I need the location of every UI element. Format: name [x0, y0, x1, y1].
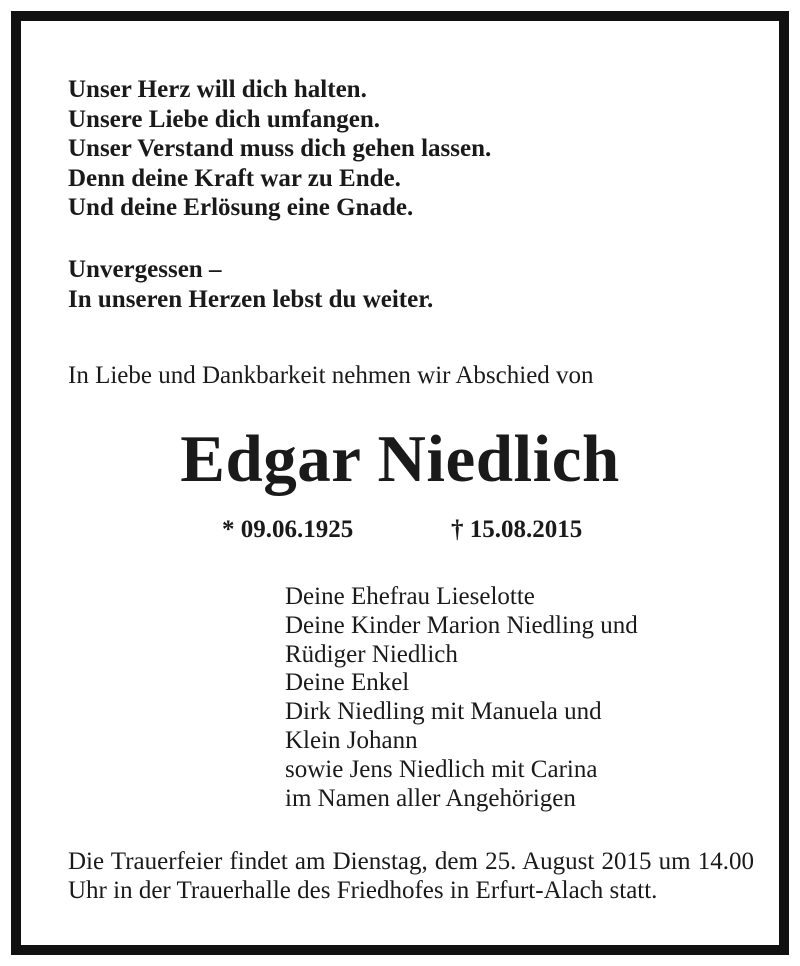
poem-line: Unsere Liebe dich umfangen.: [68, 105, 381, 133]
deceased-name: Edgar Niedlich: [180, 422, 620, 496]
poem-line: Unser Verstand muss dich gehen lassen.: [68, 135, 492, 162]
mourner-line: Deine Kinder Marion Niedling und: [285, 611, 638, 639]
poem-line: Unvergessen –: [68, 256, 222, 283]
mourner-line: sowie Jens Niedlich mit Carina: [285, 755, 598, 783]
death-date: † 15.08.2015: [451, 516, 583, 543]
mourner-line: im Namen aller Angehörigen: [285, 784, 576, 812]
mourner-line: Dirk Niedling mit Manuela und: [285, 698, 602, 726]
funeral-notice: Die Trauerfeier findet am Dienstag, dem 25. August 2015 um 14.00 Uhr in der Trauerhalle des Friedhofes in Erfurt-Alach statt.: [68, 848, 754, 904]
mourner-line: Klein Johann: [285, 726, 418, 754]
mourner-line: Deine Ehefrau Lieselotte: [285, 583, 535, 610]
poem-line: Unser Herz will dich halten.: [68, 76, 367, 103]
birth-date: * 09.06.1925: [222, 516, 354, 543]
mourner-line: Deine Enkel: [285, 669, 410, 697]
poem-line: In unseren Herzen lebst du weiter.: [68, 285, 434, 313]
mourner-line: Rüdiger Niedlich: [285, 640, 458, 668]
mourners-list: [285, 583, 638, 813]
obituary-frame: [11, 11, 789, 955]
poem-stanza-1: [68, 75, 491, 223]
farewell-intro: In Liebe und Dankbarkeit nehmen wir Abschied von: [68, 362, 594, 389]
poem-stanza-2: [68, 255, 433, 314]
poem-line: Denn deine Kraft war zu Ende.: [68, 164, 401, 192]
poem-line: Und deine Erlösung eine Gnade.: [68, 194, 414, 221]
